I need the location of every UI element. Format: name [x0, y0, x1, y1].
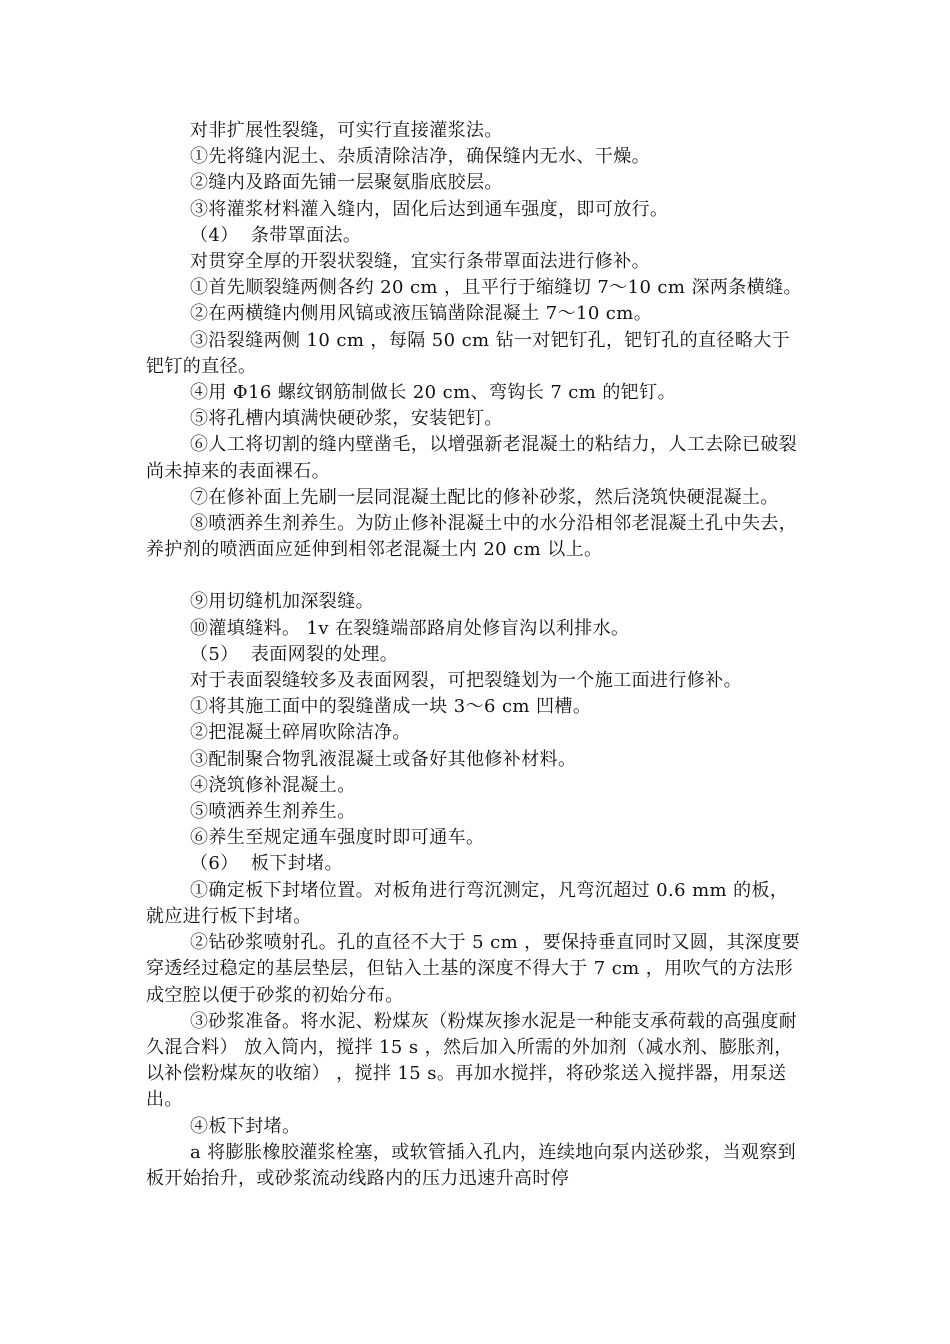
paragraph: ⑥养生至规定通车强度时即可通车。: [190, 827, 485, 849]
paragraph: ⑤喷洒养生剂养生。: [190, 801, 356, 823]
paragraph: ⑦在修补面上先刷一层同混凝土配比的修补砂浆，然后浇筑快硬混凝土。: [190, 486, 779, 508]
paragraph: ⑤将孔槽内填满快硬砂浆，安装钯钉。: [190, 408, 503, 430]
section-heading: （4） 条带罩面法。: [190, 224, 362, 246]
paragraph: ④用 Φ16 螺纹钢筋制做长 20 cm、弯钩长 7 cm 的钯钉。: [190, 382, 676, 404]
paragraph: ④浇筑修补混凝土。: [190, 774, 356, 796]
paragraph: ⑥人工将切割的缝内壁凿毛，以增强新老混凝土的粘结力，人工去除已破裂尚未掉来的表面裸石。: [146, 434, 798, 482]
paragraph: 对贯穿全厚的开裂状裂缝，宜实行条带罩面法进行修补。: [190, 251, 650, 273]
paragraph: ②在两横缝内侧用风镐或液压镐凿除混凝土 7～10 cm。: [190, 303, 653, 325]
paragraph: ④板下封堵。: [190, 1115, 301, 1137]
paragraph: ②把混凝土碎屑吹除洁净。: [190, 722, 411, 744]
paragraph: ⑧喷洒养生剂养生。为防止修补混凝土中的水分沿相邻老混凝土孔中失去，养护剂的喷洒面应延伸到相邻老混凝土内 20 cm 以上。: [146, 513, 798, 561]
paragraph: ③配制聚合物乳液混凝土或备好其他修补材料。: [190, 748, 577, 770]
paragraph: ①将其施工面中的裂缝凿成一块 3～6 cm 凹槽。: [190, 696, 592, 718]
paragraph: ⑩灌填缝料。 1v 在裂缝端部路肩处修盲沟以利排水。: [190, 617, 630, 639]
paragraph: ①先将缝内泥土、杂质清除洁净，确保缝内无水、干燥。: [190, 146, 650, 168]
paragraph: ⑨用切缝机加深裂缝。: [190, 591, 374, 613]
document-body: [146, 118, 806, 1192]
paragraph: ③砂浆准备。将水泥、粉煤灰（粉煤灰掺水泥是一种能支承荷载的高强度耐久混合料） 放入筒内，搅拌 15 s ，然后加入所需的外加剂（减水剂、膨胀剂，以补偿粉煤灰的收缩） ，搅拌 15 s。再加水搅拌，将砂浆送入搅拌器，用泵送出。: [146, 1010, 798, 1111]
paragraph: 对于表面裂缝较多及表面网裂，可把裂缝划为一个施工面进行修补。: [190, 670, 742, 692]
paragraph: 对非扩展性裂缝，可实行直接灌浆法。: [190, 120, 503, 141]
paragraph: ②钻砂浆喷射孔。孔的直径不大于 5 cm ，要保持垂直同时又圆，其深度要穿透经过稳定的基层垫层，但钻入土基的深度不得大于 7 cm ，用吹气的方法形成空腔以便于砂浆的初始分布。: [146, 932, 801, 1006]
paragraph: ①首先顺裂缝两侧各约 20 cm ，且平行于缩缝切 7～10 cm 深两条横缝。: [190, 277, 802, 299]
paragraph: ①确定板下封堵位置。对板角进行弯沉测定，凡弯沉超过 0.6 mm 的板，就应进行板下封堵。: [146, 879, 789, 927]
section-heading: （6） 板下封堵。: [190, 853, 343, 875]
paragraph: ③沿裂缝两侧 10 cm ，每隔 50 cm 钻一对钯钉孔，钯钉孔的直径略大于钯钉的直径。: [146, 329, 791, 377]
section-heading: （5） 表面网裂的处理。: [190, 643, 399, 665]
paragraph: a 将膨胀橡胶灌浆栓塞，或软管插入孔内，连续地向泵内送砂浆，当观察到板开始抬升，或砂浆流动线路内的压力迅速升高时停: [146, 1141, 797, 1189]
paragraph: ②缝内及路面先铺一层聚氨脂底胶层。: [190, 172, 503, 194]
blank-line: [146, 563, 806, 589]
paragraph: ③将灌浆材料灌入缝内，固化后达到通车强度，即可放行。: [190, 198, 669, 220]
